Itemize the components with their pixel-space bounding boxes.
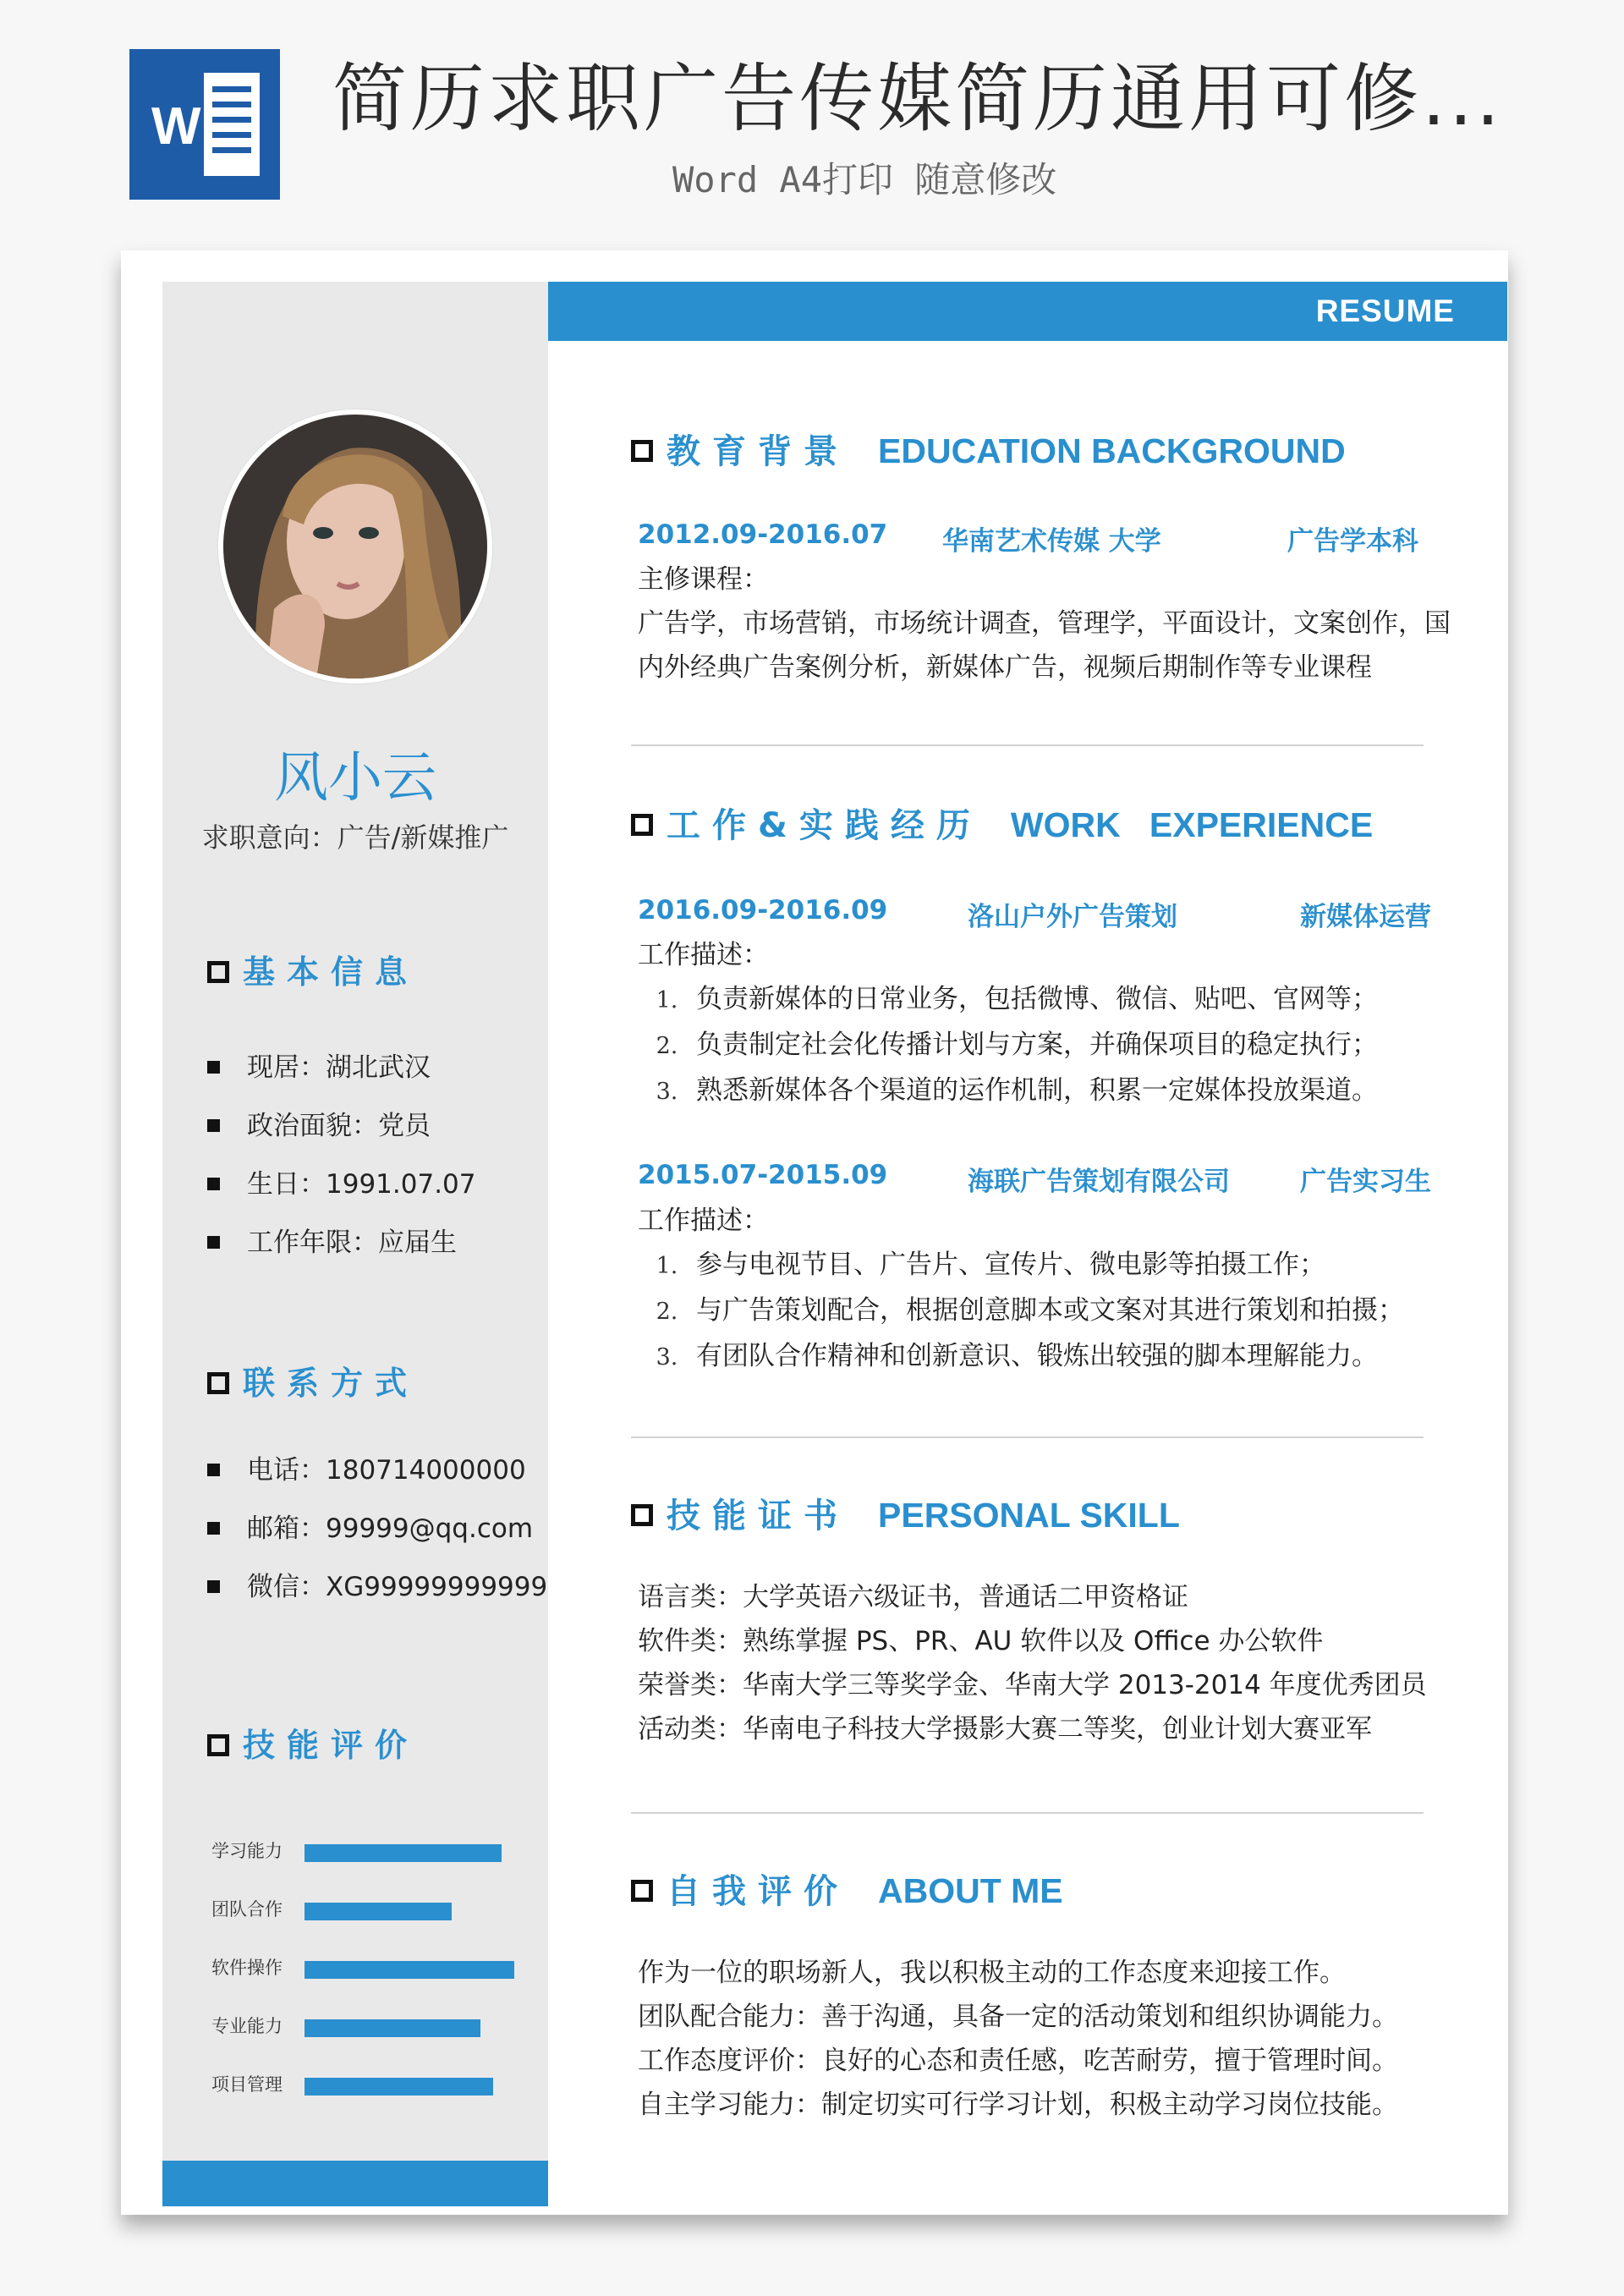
job-role: 新媒体运营 [1300,902,1431,932]
skill-bar [304,1961,514,1979]
duty-text: 熟悉新媒体各个渠道的运作机制，积累一定媒体投放渠道。 [696,1075,1378,1106]
skill-rating-heading [207,1719,419,1766]
document-subtitle: Word A4打印 随意修改 [672,159,1057,200]
skill-label: 学习能力 [211,1841,283,1861]
job-role: 广告实习生 [1300,1167,1431,1197]
candidate-name: 风小云 [274,747,436,810]
skill-label: 软件操作 [211,1958,283,1978]
duty-text: 负责制定社会化传播计划与方案，并确保项目的稳定执行； [696,1030,1378,1060]
contact-heading-text: 联系方式 [243,1365,420,1402]
about-line: 作为一位的职场新人，我以积极主动的工作态度来迎接工作。 [638,1958,1346,1988]
list-item: 政治面貌：党员 [207,1107,476,1166]
job-duties-list [638,977,1378,1114]
item-number: 2. [656,1299,678,1325]
square-bullet-icon [631,440,653,462]
resume-label: RESUME [1315,294,1455,328]
list-item [638,1334,1404,1380]
about-line: 工作态度评价：良好的心态和责任感，吃苦耐劳，擅于管理时间。 [638,2046,1398,2076]
job-intent: 求职意向：广告/新媒推广 [201,821,509,854]
list-item [638,1288,1404,1334]
square-bullet-icon [207,1372,229,1394]
work-heading-en: WORK EXPERIENCE [1010,805,1374,844]
courses-label: 主修课程： [638,564,769,595]
basic-info-heading-text: 基本信息 [243,953,420,991]
list-item [638,1023,1378,1068]
square-bullet-icon [631,1880,653,1902]
job-company: 海联广告策划有限公司 [968,1167,1230,1197]
job-duties-list [638,1243,1404,1380]
list-item: 现居：湖北武汉 [207,1049,476,1107]
about-heading [631,1865,1063,1913]
courses-line: 内外经典广告案例分析，新媒体广告，视频后期制作等专业课程 [638,652,1372,683]
job-desc-label: 工作描述： [638,1206,769,1236]
email-item: 邮箱：99999@qq.com [207,1510,547,1568]
education-heading [631,425,1346,473]
skill-cert-line: 活动类：华南电子科技大学摄影大赛二等奖，创业计划大赛亚军 [638,1714,1372,1744]
item-number: 1. [656,1253,678,1279]
education-heading-en: EDUCATION BACKGROUND [878,431,1346,470]
about-heading-cn: 自我评价 [667,1872,849,1911]
skill-bar [304,2019,480,2037]
section-divider [631,1436,1424,1438]
education-heading-cn: 教育背景 [667,432,849,471]
education-school: 华南艺术传媒 大学 [942,526,1161,557]
skill-cert-line: 荣誉类：华南大学三等奖学金、华南大学 2013-2014 年度优秀团员 [638,1670,1427,1700]
word-icon [129,49,280,200]
list-item: 工作年限：应届生 [207,1224,476,1283]
work-heading [631,799,1373,847]
skill-bar [304,1844,502,1862]
resume-header-bar [548,282,1507,341]
list-item: 生日：1991.07.07 [207,1166,476,1224]
skill-label: 项目管理 [211,2074,283,2095]
skill-rating-heading-text: 技能评价 [243,1727,420,1764]
skills-cert-heading-cn: 技能证书 [667,1497,849,1535]
about-line: 自主学习能力：制定切实可行学习计划，积极主动学习岗位技能。 [638,2090,1398,2120]
job-company: 洛山户外广告策划 [968,902,1177,932]
courses-line: 广告学，市场营销，市场统计调查，管理学，平面设计，文案创作，国 [638,608,1451,639]
duty-text: 负责新媒体的日常业务，包括微博、微信、贴吧、官网等； [696,984,1378,1014]
skill-bar [304,1903,452,1920]
item-number: 3. [656,1344,678,1370]
job-period: 2016.09-2016.09 [638,895,888,926]
list-item [638,977,1378,1023]
duty-text: 参与电视节目、广告片、宣传片、微电影等拍摄工作； [696,1250,1325,1280]
item-number: 2. [656,1033,678,1059]
duty-text: 与广告策划配合，根据创意脚本或文案对其进行策划和拍摄； [696,1295,1404,1326]
list-item [638,1243,1404,1288]
basic-info-heading [207,946,419,992]
work-heading-cn: 工作&实践经历 [667,806,982,845]
phone-item: 电话：180714000000 [207,1452,547,1510]
section-divider [631,744,1424,746]
skills-cert-heading [631,1489,1180,1537]
about-line: 团队配合能力：善于沟通，具备一定的活动策划和组织协调能力。 [638,2002,1398,2032]
document-title: 简历求职广告传媒简历通用可修... [332,55,1503,142]
item-number: 1. [656,987,678,1013]
list-item [638,1068,1378,1114]
skill-cert-line: 软件类：熟练掌握 PS、PR、AU 软件以及 Office 办公软件 [638,1626,1324,1656]
skill-cert-line: 语言类：大学英语六级证书，普通话二甲资格证 [638,1582,1188,1612]
word-icon-letter: W [151,97,201,156]
contact-heading [207,1357,419,1403]
education-period: 2012.09-2016.07 [638,519,888,550]
skill-bar [304,2078,493,2096]
square-bullet-icon [207,1734,229,1756]
contact-list [207,1452,547,1627]
wechat-item: 微信：XG99999999999 [207,1568,547,1627]
square-bullet-icon [207,961,229,983]
education-degree: 广告学本科 [1287,526,1418,557]
square-bullet-icon [631,814,653,836]
basic-info-list [207,1049,476,1283]
job-period: 2015.07-2015.09 [638,1160,888,1190]
about-heading-en: ABOUT ME [878,1871,1063,1910]
skill-label: 专业能力 [211,2016,283,2036]
avatar [218,409,492,684]
portrait-photo [223,415,487,678]
square-bullet-icon [631,1504,653,1526]
item-number: 3. [656,1079,678,1105]
section-divider [631,1812,1424,1814]
skills-cert-heading-en: PERSONAL SKILL [878,1496,1180,1535]
job-desc-label: 工作描述： [638,940,769,970]
sidebar-footer-bar [162,2161,548,2206]
duty-text: 有团队合作精神和创新意识、锻炼出较强的脚本理解能力。 [696,1341,1378,1371]
skill-label: 团队合作 [211,1899,283,1920]
